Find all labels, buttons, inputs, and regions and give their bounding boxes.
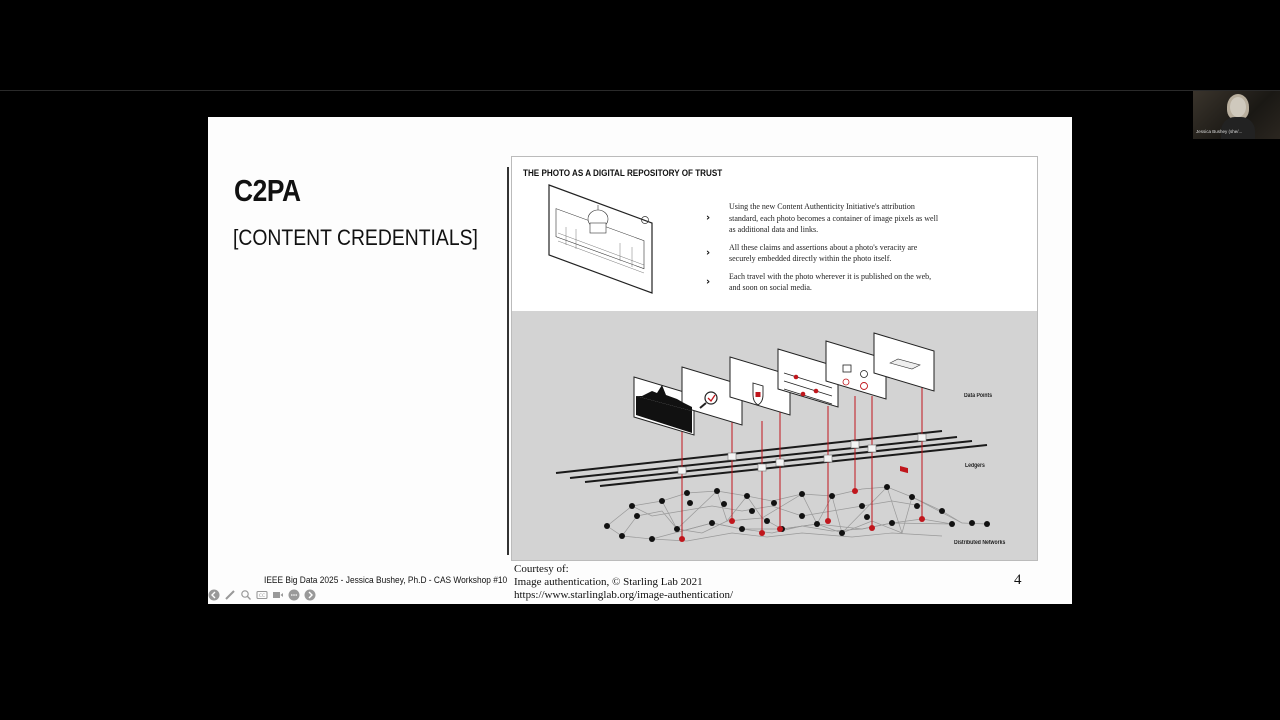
slide-footer: IEEE Big Data 2025 - Jessica Bushey, Ph.D - CAS Workshop #10: [264, 575, 508, 586]
figure-title: THE PHOTO AS A DIGITAL REPOSITORY OF TRUST: [523, 168, 723, 178]
viewer-top-divider: [0, 90, 1280, 91]
capitol-photo-icon: [546, 183, 656, 295]
bullet-item: [704, 271, 944, 294]
slide-title: C2PA: [234, 173, 301, 208]
figure-diagram-panel: [512, 311, 1037, 560]
presenter-name: Jessica Bushey (she/...: [1196, 129, 1243, 134]
credit-url[interactable]: https://www.starlinglab.org/image-authentication/: [514, 589, 734, 601]
credit-line-1: Courtesy of:: [514, 563, 569, 575]
bullet-text: Using the new Content Authenticity Initiative's attribution standard, each photo becomes a container of image pixels as well as additional data and links.: [729, 202, 939, 234]
zoom-icon[interactable]: [240, 589, 252, 601]
forward-arrow-icon[interactable]: [304, 589, 316, 601]
bullet-text: Each travel with the photo wherever it is published on the web, and soon on social media.: [729, 271, 932, 292]
slide-number: 4: [1014, 572, 1022, 588]
bullet-item: [704, 201, 944, 236]
presenter-face: [1230, 97, 1246, 117]
slide-subtitle: [CONTENT CREDENTIALS]: [233, 225, 478, 250]
layered-trust-diagram: [512, 311, 1037, 560]
credit-line-2: Image authentication, © Starling Lab 2021: [514, 576, 703, 588]
distributed-networks-label: Distributed Networks: [954, 540, 1006, 546]
presentation-slide: [208, 117, 1072, 604]
chevron-right-icon: ›: [706, 247, 711, 259]
back-arrow-icon[interactable]: [208, 589, 220, 601]
captions-icon[interactable]: [256, 589, 268, 601]
svg-text:CC: CC: [258, 594, 266, 599]
presentation-toolbar: [208, 589, 316, 601]
figure-top-panel: [512, 157, 1037, 311]
chevron-right-icon: ›: [706, 212, 711, 224]
c2pa-figure: [511, 156, 1038, 561]
video-icon[interactable]: [272, 589, 284, 601]
data-points-label: Data Points: [964, 393, 993, 399]
image-credit: [514, 563, 733, 602]
bullet-item: [704, 242, 944, 265]
chevron-right-icon: ›: [706, 276, 711, 288]
presenter-body: [1221, 117, 1255, 139]
more-icon[interactable]: [288, 589, 300, 601]
pen-icon[interactable]: [224, 589, 236, 601]
presenter-webcam-thumbnail[interactable]: [1193, 91, 1280, 139]
bullet-text: All these claims and assertions about a photo's veracity are securely embedded directly within the photo itself.: [729, 242, 918, 263]
vertical-divider: [507, 167, 509, 555]
ledgers-label: Ledgers: [965, 463, 985, 469]
figure-bullet-list: [704, 201, 944, 300]
